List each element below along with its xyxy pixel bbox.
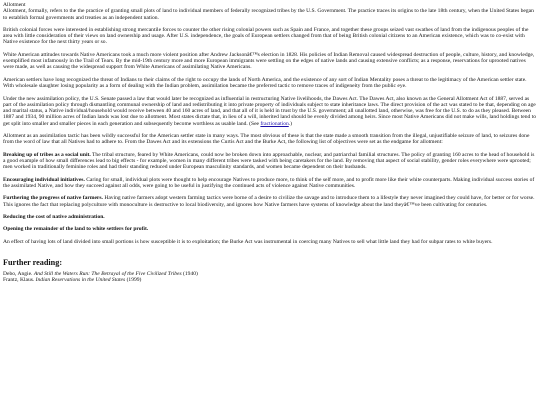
objective-item — [3, 214, 537, 220]
objective-text: Having native farmers adopt western farming tactics were borne of a desire to civilize the savage and to introduce them to a lifestyle they never imagined they could have, for better or for worse. This ignores the fact that replacing polyculture with monoculture is destructive to local biodiversity, and ignores how Native farmers have systems of knowledge about the land theyâ€™ve been cultivating for centuries. — [3, 195, 535, 208]
paragraph-colonial: British colonial forces were interested in establishing strong mercantile forces to counter the other rising colonial powers such as Spain and France, and together these groups seized vast swathes of land from the indigenous peoples of the area with little consideration of their views on land ownership and usage. After U.S. independence, the goals of European settlers changed from that of being British colonial citizens to an American existence, which was to co-exist with Native existence for the next thirty years or so. — [3, 26, 529, 46]
document-title: Allotment — [3, 2, 26, 8]
reference-author: Frantz, Klaus. — [3, 277, 36, 284]
reference-author: Debo, Angie. — [3, 271, 34, 278]
objective-heading: Opening the remainder of the land to white settlers for profit. — [3, 226, 149, 233]
paragraph-tactic: Allotment as an assimilation tactic has been wildly successful for the American settler state in many ways. The most obvious of these is that the state made a smooth transition from the illegal, unjustifiable seizure of land, to seizures done from the word of law that all Natives had to adhere to. From the Dawes Act and its extensions the Curtis Act and the Burke Act, the following list of objectives were set as the endgame for allotment: — [3, 132, 530, 146]
reference-work: Indian Reservations in the United States — [35, 277, 126, 284]
objective-heading: Breaking up of tribes as a social unit. — [3, 151, 91, 158]
fractionation-link[interactable]: fractionation — [260, 120, 289, 127]
dawes-text: Under the new assimilation policy, the U.S. Senate passed a law that would later be recognized as influential in restructuring Native livelihoods, the Dawes Act. The Dawes Act, also known as the General Allotment Act of 1887, served as part of the assimilation policy through dismantling communal ownership of land and redistributing it into private property of individuals subject to state inheritance laws. The direct provision of the act was stated to be that, depending on age and marital status, a Native individual/household would receive between 40 and 160 acres of land, and that all of it is held in trust by the U.S. government; all unallotted land, otherwise, was free for the U.S. to do as they pleased. Between 1887 and 1934, 90 million acres of Indian lands was lost due to allotment. Most states dictate that, in lieu of a will, inherited land should be evenly divided among heirs. Since most Native Americans did not make wills, land holdings tend to get split into smaller and smaller pieces in each generation and subsequently become worthless as usable land. (See — [3, 95, 537, 127]
paragraph-origins: Allotment, formally, refers to the the practice of granting small plots of land to individual members of federally recognized tribes by the U.S. Government. The practice traces its origins to the late 18th century, when the United States began to establish formal governments and treaties as an independent nation. — [3, 8, 534, 21]
objective-item — [3, 152, 537, 171]
objective-text: The tribal structure, feared by White Americans, could now be broken down into approachable, nuclear, and patriarchal familial structures. The policy of granting 160 acres to the head of household is a good example of how small differences lead to big effects - for example, women in many different tribes were tasked with being caretakers for the land. By removing that aspect of social stability, gender roles everywhere were uprooted; men worked in traditionally feminine roles and had their standing reduced under European masculinity standards, and women became dependent on their husbands. — [3, 151, 535, 171]
objective-item — [3, 195, 537, 208]
further-reading-heading: Further reading: — [3, 258, 63, 268]
paragraph-threat: American settlers have long recognized the threat of Indians to their claims of the right to occupy the lands of North America, and the existence of any sort of Indian Mentality poses a threat to the legitimacy of the American settler state. With wholesale slaughter losing popularity as a form of dealing with the Indian problem, assimilation became the preferred tactic to remove traces of indigeneity from the public eye. — [3, 76, 527, 90]
objective-item — [3, 226, 537, 232]
objective-item — [3, 177, 537, 190]
reference-work: And Still the Waters Run: The Betrayal of the Five Civilized Tribes — [33, 271, 182, 278]
objective-heading: Reducing the cost of native administration. — [3, 213, 105, 220]
dawes-suffix: .) — [288, 120, 292, 127]
reference-year: (1940) — [181, 271, 198, 278]
reference-item — [3, 277, 537, 283]
objective-text: Caring for small, individual plots were thought to help encourage Natives to produce more, to think of the self more, and to profit more like their white counterparts. Making individual success stories of the assimilated Native, and how they succeed against all odds, were going to be useful in justifying the continued acts of violence against Native communities. — [3, 176, 535, 189]
paragraph-jackson: White American attitudes towards Native Americans took a much more violent position after Andrew Jacksonâ€™s election in 1828. His policies of Indian Removal caused widespread destruction of people, culture, history, and knowledge, exemplified most infamously in the Trail of Tears. By the mid-19th century more and more European immigrants were settling on the edges of native lands and causing extensive conflicts; as a response, reservations for uprooted natives were made, as well as causing the widespread support from White Americans of assimilating Native Americans. — [3, 51, 535, 71]
paragraph-dawes-act — [3, 96, 537, 127]
objective-heading: Encouraging individual initiatives. — [3, 176, 85, 183]
paragraph-effect: An effect of having lots of land divided into small portions is how susceptible it is to exploitation; the Burke Act was instrumental in coercing many Natives to sell what little land they had for subpar rates to white buyers. — [3, 238, 493, 245]
objective-heading: Furthering the progress of native farmers. — [3, 195, 103, 202]
reference-year: (1999) — [125, 277, 142, 284]
